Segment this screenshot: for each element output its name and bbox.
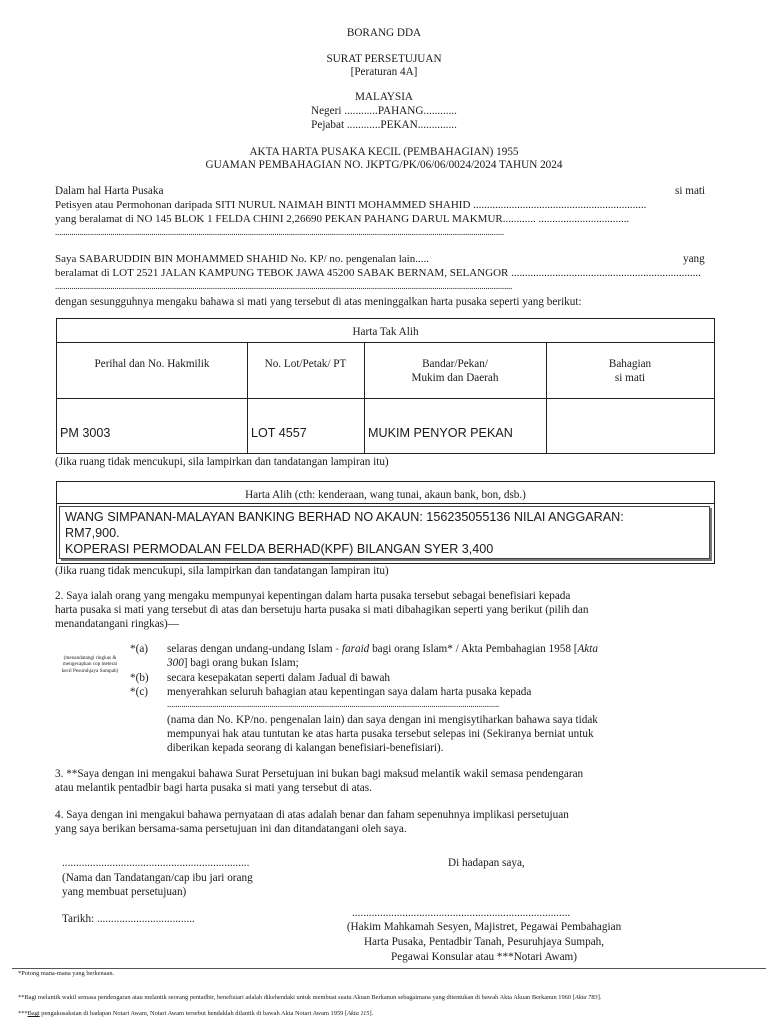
para4-line: yang saya berikan bersama-sama persetujuan ini dan ditandatangani oleh saya. (55, 823, 407, 835)
cell-mukim: MUKIM PENYOR PEKAN (368, 426, 513, 440)
option-a-text: selaras dengan undang-undang Islam - faraid bagi orang Islam* / Akta Pembahagian 1958 [Akta (167, 643, 598, 655)
para2-line: harta pusaka si mati yang tersebut di atas dan bersetuju harta pusaka si mati dibahagikan seperti yang berikut (pilih dan (55, 604, 589, 616)
col-share-1: Bahagian (608, 358, 652, 370)
col-lot: No. Lot/Petak/ PT (264, 358, 347, 370)
cell-lot: LOT 4557 (251, 426, 307, 440)
immovable-property-table (56, 318, 715, 454)
footnote-1: *Potong mana-mana yang berkenaan. (18, 970, 115, 977)
footnote-3: ***Bagi pengakusaksian di hadapan Notari Awam, Notari Awam tersebut hendaklah dilantik di bawah Akta Notari Awam 1959 [Akta 115]. (18, 1010, 374, 1017)
initial-instruction-note: (menandatangi ringkas & mengecapkan cop meterai kecil Pesuruhjaya Sumpah) (61, 655, 119, 674)
option-a-text-2: 300] bagi orang bukan Islam; (167, 657, 299, 669)
dotted-line: ............................................................................................................................................................................................................................... (55, 281, 513, 291)
doc-title: SURAT PERSETUJUAN (326, 53, 442, 65)
declaration-text: dengan sesungguhnya mengaku bahawa si mati yang tersebut di atas meninggalkan harta pusaka seperti yang berikut: (55, 296, 582, 308)
act-title: AKTA HARTA PUSAKA KECIL (PEMBAHAGIAN) 1955 (249, 146, 519, 158)
col-mukim-2: Mukim dan Daerah (411, 372, 499, 384)
state-line: Negeri ............PAHANG............ (311, 105, 457, 117)
immovable-table-title: Harta Tak Alih (352, 326, 419, 338)
para4-line: 4. Saya dengan ini mengakui bahawa pernyataan di atas adalah benar dan faham sepenuhnya implikasi persetujuan (55, 809, 569, 821)
footnote-2: **Bagi melantik wakil semasa pendengaran atau melantik seorang pentadbir, benefisiari adalah dikehendaki untuk membuat suatu Akuan Berkanun sebagaimana yang ditentukan di bawah Akta Akuan Berkanun 1960 [Akta 783]. (18, 994, 602, 1001)
movable-entry-line: KOPERASI PERMODALAN FELDA BERHAD(KPF) BILANGAN SYER 3,400 (65, 542, 494, 556)
office-line: Pejabat ............PEKAN.............. (311, 119, 457, 131)
country: MALAYSIA (354, 91, 414, 103)
movable-entry-line: RM7,900. (65, 526, 120, 540)
option-b-text: secara kesepakatan seperti dalam Jadual di bawah (167, 672, 391, 684)
immovable-note: (Jika ruang tidak mencukupi, sila lampirkan dan tandatangan lampiran itu) (55, 456, 389, 468)
declarant-signature-line: ................................................................... (62, 857, 250, 869)
para2-line: 2. Saya ialah orang yang mengaku mempunyai kepentingan dalam harta pusaka tersebut sebagai benefisiari kepada (55, 590, 571, 602)
col-mukim-1: Bandar/Pekan/ (422, 358, 488, 370)
witness-caption-1: (Hakim Mahkamah Sesyen, Majistret, Pegawai Pembahagian (346, 921, 622, 933)
cell-title-no: PM 3003 (60, 426, 111, 440)
option-c-line: diberikan kepada seorang di kalangan benefisiari-benefisiari). (167, 742, 444, 754)
declarant-address: beralamat di LOT 2521 JALAN KAMPUNG TEBOK JAWA 45200 SABAK BERNAM, SELANGOR ..................................................................... (55, 267, 701, 279)
estate-label: Dalam hal Harta Pusaka (55, 185, 164, 197)
option-c-label: *(c) (130, 686, 149, 698)
option-c-line: (nama dan No. KP/no. pengenalan lain) dan saya dengan ini mengisytiharkan bahawa saya tidak (167, 714, 598, 726)
option-c-line: mempunyai hak atau tuntutan ke atas harta pusaka tersebut selepas ini (Sekiranya berniat untuk (167, 728, 594, 740)
para2-line: menandatangani ringkas)— (55, 618, 179, 630)
deceased-label: si mati (675, 185, 706, 197)
option-c-text: menyerahkan seluruh bahagian atau kepentingan saya dalam harta pusaka kepada (167, 686, 532, 698)
movable-entry-line: WANG SIMPANAN-MALAYAN BANKING BERHAD NO AKAUN: 156235055136 NILAI ANGGARAN: (65, 510, 624, 524)
declarant-signature-caption-2: yang membuat persetujuan) (62, 886, 187, 898)
para3-line: atau melantik pentadbir bagi harta pusaka si mati yang tersebut di atas. (55, 782, 372, 794)
petition-line: Petisyen atau Permohonan daripada SITI NURUL NAIMAH BINTI MOHAMMED SHAHID ............................................................... (55, 199, 647, 211)
option-c-dots: .................................................................................................................................................................. (167, 699, 500, 709)
declarant-line: Saya SABARUDDIN BIN MOHAMMED SHAHID No. KP/ no. pengenalan lain..... (55, 253, 429, 265)
col-title-no: Perihal dan No. Hakmilik (94, 358, 210, 370)
movable-entries (59, 506, 710, 559)
date-field: Tarikh: ................................... (62, 913, 195, 925)
regulation-ref: [Peraturan 4A] (350, 66, 418, 78)
declarant-signature-caption: (Nama dan Tandatangan/cap ibu jari orang (62, 872, 253, 884)
option-a-label: *(a) (130, 643, 149, 655)
form-name: BORANG DDA (346, 27, 422, 39)
declarant-line-end: yang (683, 253, 705, 265)
witness-caption-2: Harta Pusaka, Pentadbir Tanah, Pesuruhjaya Sumpah, (363, 936, 605, 948)
footnote-divider (12, 968, 766, 969)
para3-line: 3. **Saya dengan ini mengakui bahawa Surat Persetujuan ini bukan bagi maksud melantik wakil semasa pendengaran (55, 768, 584, 780)
petitioner-address: yang beralamat di NO 145 BLOK 1 FELDA CHINI 2,26690 PEKAN PAHANG DARUL MAKMUR............ ................................. (55, 213, 630, 225)
case-title: GUAMAN PEMBAHAGIAN NO. JKPTG/PK/06/06/0024/2024 TAHUN 2024 (205, 159, 563, 171)
dotted-line: ........................................................................................................................................................................................................................... (55, 227, 504, 237)
movable-note: (Jika ruang tidak mencukupi, sila lampirkan dan tandatangan lampiran itu) (55, 565, 389, 577)
witness-caption-3: Pegawai Konsular atau ***Notari Awam) (390, 951, 577, 963)
col-share-2: si mati (614, 372, 646, 384)
movable-table-title: Harta Alih (cth: kenderaan, wang tunai, akaun bank, bon, dsb.) (245, 489, 526, 501)
movable-property-table (56, 481, 715, 564)
option-b-label: *(b) (130, 672, 149, 684)
witness-signature-line: .............................................................................. (352, 907, 571, 919)
witness-heading: Di hadapan saya, (448, 857, 525, 869)
